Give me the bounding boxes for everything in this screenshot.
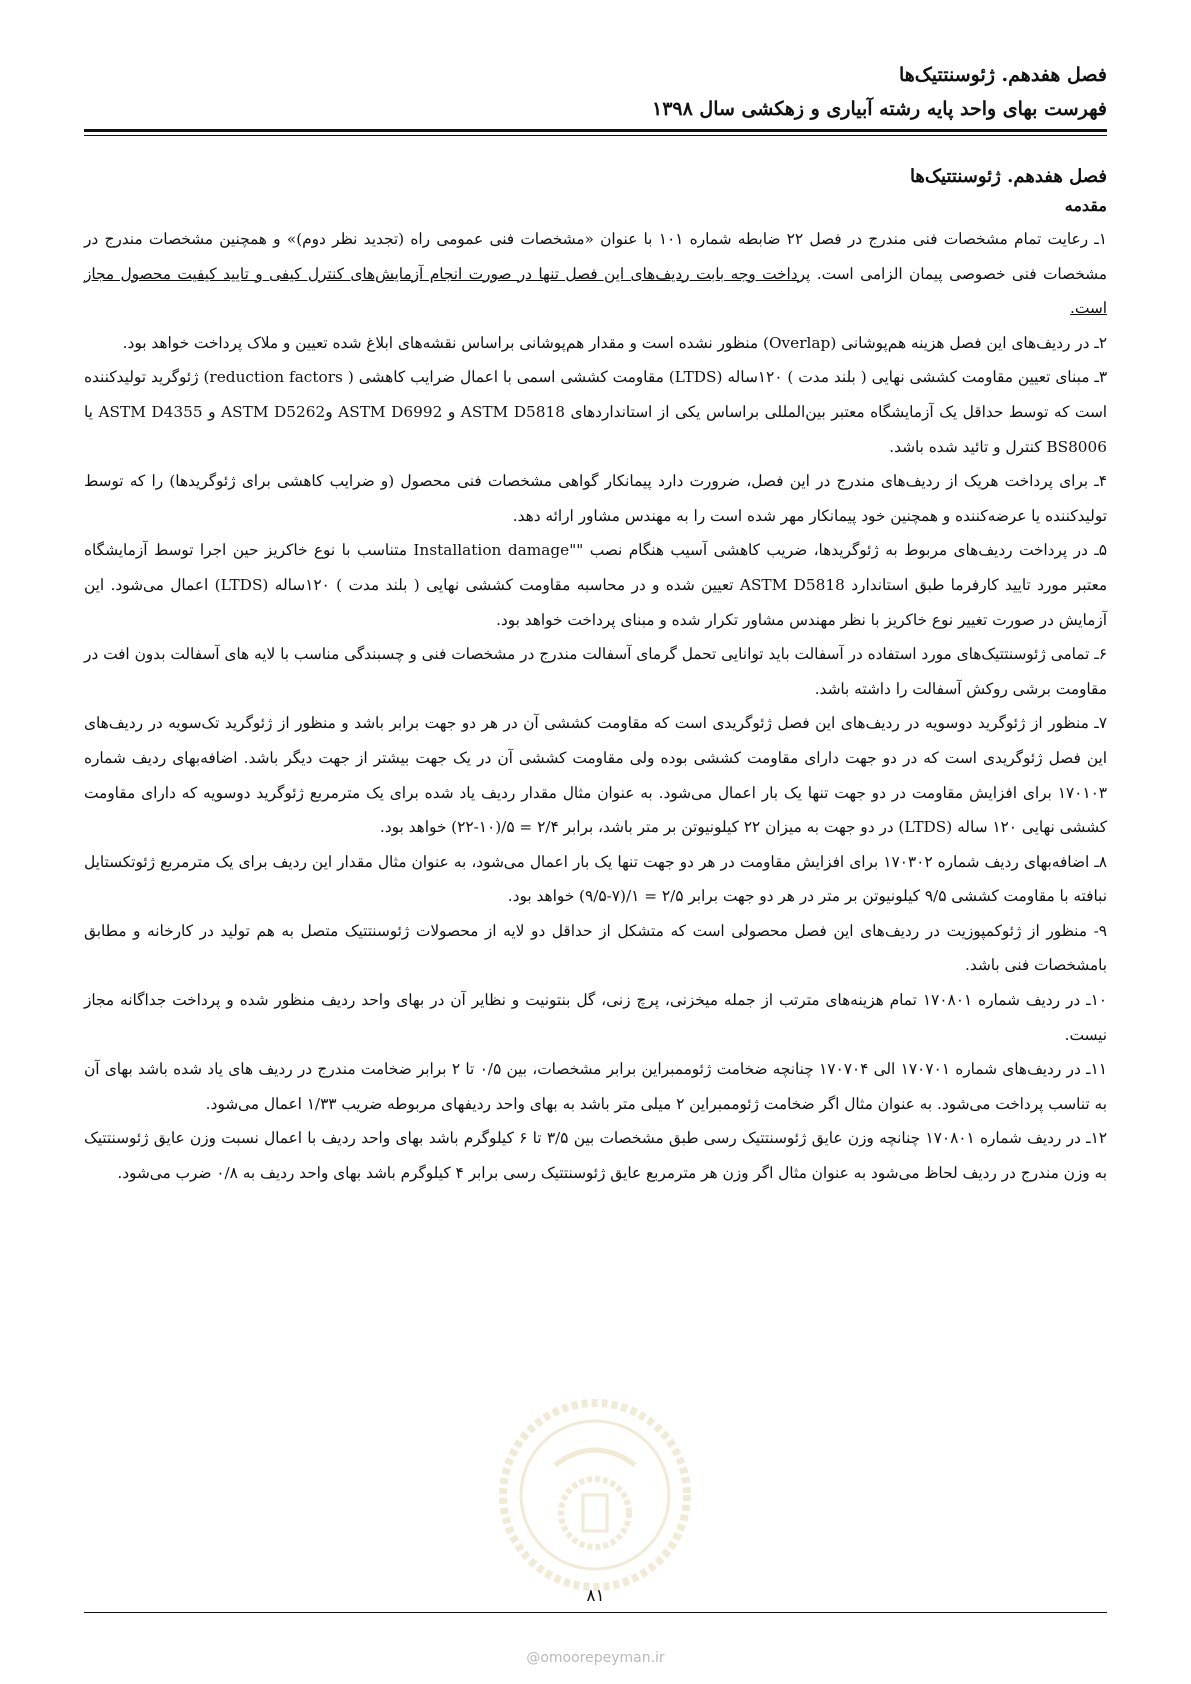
header-rule-thin (84, 135, 1107, 136)
header-chapter: فصل هفدهم. ژئوسنتتیک‌ها (898, 64, 1107, 86)
seal-logo-icon (495, 1395, 695, 1595)
paragraph-10: ۱۰ـ در ردیف شماره ۱۷۰۸۰۱ تمام هزینه‌های مترتب از جمله میخزنی، پرچ زنی، گل بنتونیت و نظایر آن در بهای واحد ردیف منظور شده و پرداخت جداگانه مجاز نیست. (84, 991, 1107, 1044)
paragraph-7: ۷ـ منظور از ژئوگرید دوسویه در ردیف‌های این فصل ژئوگریدی است که مقاومت کششی آن در هر دو جهت برابر باشد و منظور از ژئوگرید تک‌سویه در ردیف‌های این فصل ژئوگریدی است که در دو جهت دارای مقاومت کششی بوده ولی مقاومت کششی آن در یک جهت بیشتر از جهت دیگر باشد. اضافه‌بهای ردیف شماره ۱۷۰۱۰۳ برای افزایش مقاومت در دو جهت تنها یک بار اعمال می‌شود. به عنوان مثال مقدار ردیف یاد شده برای یک مترمربع ژئوگرید دوسویه که دارای مقاومت کششی نهایی ۱۲۰ ساله (LTDS) در دو جهت به میزان ۲۲ کیلونیوتن بر متر باشد، برابر ۲/۴ = ۵/(۱۰-۲۲) خواهد بود. (84, 714, 1107, 837)
site-watermark-text: @omoorepeyman.ir (526, 1650, 665, 1666)
paragraph-8: ۸ـ اضافه‌بهای ردیف شماره ۱۷۰۳۰۲ برای افزایش مقاومت در هر دو جهت تنها یک بار اعمال می‌شود، به عنوان مثال مقدار این ردیف برای یک مترمربع ژئوتکستایل نبافته با مقاومت کششی ۹/۵ کیلونیوتن بر متر در هر دو جهت برابر ۲/۵ = ۱/(۷-۹/۵) خواهد بود. (84, 852, 1107, 906)
running-header (84, 58, 1107, 126)
paragraph-1 (84, 222, 1107, 326)
footer-rule (84, 1612, 1107, 1613)
paragraph-12: ۱۲ـ در ردیف شماره ۱۷۰۸۰۱ چنانچه وزن عایق ژئوسنتتیک رسی طبق مشخصات بین ۳/۵ تا ۶ کیلوگرم باشد بهای واحد ردیف با اعمال نسبت وزن عایق ژئوسنتتیک به وزن مندرج در ردیف لحاظ می‌شود به عنوان مثال اگر وزن هر مترمربع عایق ژئوسنتتیک رسی برابر ۴ کیلوگرم باشد بهای واحد ردیف به ۰/۸ ضرب می‌شود. (84, 1129, 1107, 1183)
paragraph-2: ۲ـ در ردیف‌های این فصل هزینه هم‌پوشانی (Overlap) منظور نشده است و مقدار هم‌پوشانی براساس نقشه‌های ابلاغ شده تعیین و ملاک پرداخت خواهد بود. (122, 333, 1107, 352)
paragraph-11: ۱۱ـ در ردیف‌های شماره ۱۷۰۷۰۱ الی ۱۷۰۷۰۴ چنانچه ضخامت ژئوممبراین برابر مشخصات، بین ۰/۵ تا ۲ برابر ضخامت مندرج در ردیف های یاد شده باشد بهای آن به تناسب پرداخت می‌شود. به عنوان مثال اگر ضخامت ژئوممبراین ۲ میلی متر باشد به بهای واحد ردیفهای مربوطه ضریب ۱/۳۳ اعمال می‌شود. (84, 1060, 1107, 1113)
header-document-title: فهرست بهای واحد پایه رشته آبیاری و زهکشی سال ۱۳۹۸ (651, 98, 1107, 120)
page-number: ۸۱ (586, 1586, 605, 1606)
header-rule-thick (84, 129, 1107, 132)
section-title: مقدمه (1064, 196, 1107, 215)
paragraph-4: ۴ـ برای پرداخت هریک از ردیف‌های مندرج در این فصل، ضرورت دارد پیمانکار گواهی مشخصات فنی محصول (و ضرایب کاهشی برای ژئوگریدها) را که توسط تولیدکننده یا عرضه‌کننده و همچنین خود پیمانکار مهر شده است را به مهندس مشاور ارائه دهد. (84, 472, 1107, 525)
paragraph-5: ۵ـ در پرداخت ردیف‌های مربوط به ژئوگریدها، ضریب کاهشی آسیب هنگام نصب ""Installation damage متناسب با نوع خاکریز حین اجرا توسط آزمایشگاه معتبر مورد تایید کارفرما طبق استاندارد ASTM D5818 تعیین شده و در محاسبه مقاومت کششی نهایی ( بلند مدت ) ۱۲۰ساله (LTDS) اعمال می‌شود. این آزمایش در صورت تغییر نوع خاکریز با نظر مهندس مشاور تکرار شده و مبنای پرداخت خواهد بود. (84, 541, 1108, 629)
paragraph-1-text: ۱ـ رعایت تمام مشخصات فنی مندرج در فصل ۲۲ ضابطه شماره ۱۰۱ با عنوان «مشخصات فنی عمومی راه (تجدید نظر دوم)» و همچنین مشخصات مندرج در مشخصات فنی خصوصی پیمان الزامی است. (84, 230, 1107, 283)
paragraph-3: ۳ـ مبنای تعیین مقاومت کششی نهایی ( بلند مدت ) ۱۲۰ساله (LTDS) مقاومت کششی اسمی با اعمال ضرایب کاهشی ( reduction factors) ژئوگرید تولیدکننده است که توسط حداقل یک آزمایشگاه معتبر بین‌المللی براساس یکی از استانداردهای ASTM D5818 و ASTM D6992 وASTM D5262 و ASTM D4355 یا BS8006 کنترل و تائید شده باشد. (84, 368, 1108, 456)
paragraph-6: ۶ـ تمامی ژئوسنتتیک‌های مورد استفاده در آسفالت باید توانایی تحمل گرمای آسفالت مندرج در مشخصات فنی و چسبندگی مناسب با لایه های آسفالت بدون افت در مقاومت برشی روکش آسفالت را داشته باشد. (84, 645, 1107, 698)
paragraph-1-underlined: پرداخت وجه بابت ردیف‌های این فصل تنها در صورت انجام آزمایش‌های کنترل کیفی و تایید کیفیت محصول مجاز است. (84, 264, 1107, 318)
paragraph-9: ۹- منظور از ژئوکمپوزیت در ردیف‌های این فصل محصولی است که متشکل از حداقل دو لایه از محصولات ژئوسنتتیک متصل به هم تولید در کارخانه و مطابق بامشخصات فنی باشد. (84, 921, 1107, 975)
chapter-title: فصل هفدهم. ژئوسنتتیک‌ها (909, 166, 1107, 187)
page-body (84, 162, 1107, 1191)
